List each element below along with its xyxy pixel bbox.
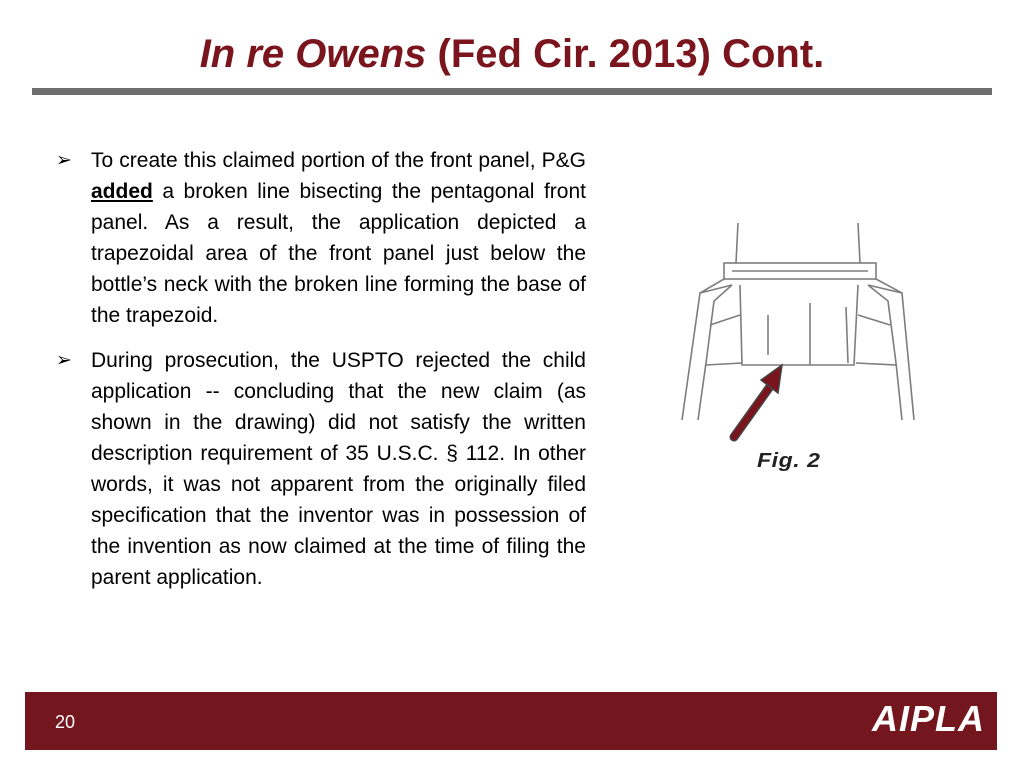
contour-right-2 [856, 363, 896, 365]
contour-left-1 [710, 315, 740, 325]
bullet-item [56, 345, 586, 593]
bullet-text: During prosecution, the USPTO rejected the child application -- concluding that the new claim (as shown in the drawing) did not satisfy the written description requirement of 35 U.S.C. § 112. In other words, it was not apparent from the originally filed specification that the inventor was in possession of the invention as now claimed at the time of filing the parent application. [91, 349, 586, 589]
bullet-text-before: To create this claimed portion of the front panel, P&G [91, 149, 586, 172]
bullet-item [56, 145, 586, 331]
panel-line-3 [846, 307, 848, 363]
bullet-text-after: a broken line bisecting the pentagonal front panel. As a result, the application depicted a trapezoidal area of the front panel just below the bottle’s neck with the broken line forming the base of the trapezoid. [91, 180, 586, 327]
footer-bar [25, 692, 997, 750]
shoulder-left-outer [682, 279, 724, 420]
neck-right-line [858, 223, 860, 263]
contour-right-1 [858, 315, 890, 325]
arrow-bullet-icon: ➢ [56, 150, 72, 171]
figure-caption: Fig. 2 [757, 450, 821, 472]
title-rest: (Fed Cir. 2013) Cont. [426, 32, 825, 76]
slide-title [0, 30, 1024, 78]
contour-left-2 [706, 363, 742, 365]
bullet-text [91, 149, 586, 327]
patent-drawing [670, 215, 930, 485]
front-panel-outline [740, 285, 858, 365]
aipla-logo: AIPLA [872, 698, 985, 739]
pointer-arrow-icon [734, 365, 782, 437]
bullet-emphasis: added [91, 180, 153, 203]
arrow-bullet-icon: ➢ [56, 350, 72, 371]
title-case-name: In re Owens [199, 32, 427, 76]
bullet-list [56, 145, 586, 607]
title-divider [32, 88, 992, 95]
neck-left-line [736, 223, 738, 263]
page-number: 20 [55, 712, 76, 732]
shoulder-right-inner [868, 285, 902, 420]
shoulder-left-inner [698, 285, 732, 420]
